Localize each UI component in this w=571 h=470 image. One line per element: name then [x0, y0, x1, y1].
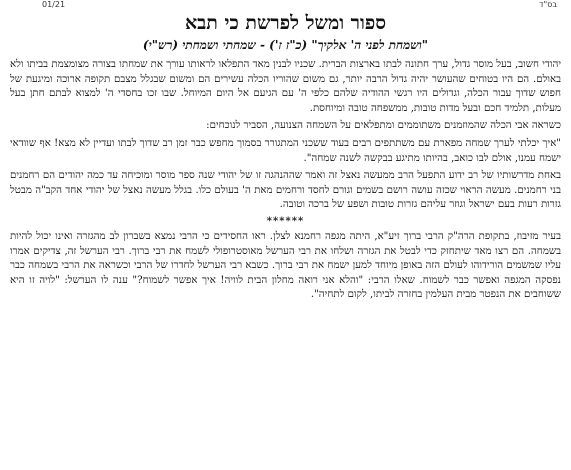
- paragraph-1: יהודי חשוב, בעל מוסר גדול, ערך חתונה לבתו בארצות הברית. שכניו לבנין מאד התפלאו לראותו עורך את שמחתו בצורה מצומצמת בביתו ולא באולם. הם היו בטוחים שהעושר יהיה גדול הרבה יותר, גם משום שהוריו הכלה עשירים הם ומשום שבגלל מצבם תקופה ארוכה ומיגעת של חפוש שדוך עבור הכלה, וגדולים היו רגשי ההודיה שלהם כלפי ה' עם הגיעם אל היום המיוחל. שבו זכו בחסדי ה' למצוא לבתם חתן בעל מעלות, תלמיד חכם ובעל מדות טובות, ממשפחה טובה ומיוחסת.: [10, 59, 561, 114]
- paragraph-4: באחת מדרשותיו של רב ידוע התפעל הרב ממעשה נאצל זה ואמר שההנהגה זו של יהודי שנה ספר מוסר ומוכיחה עד כמה יהודים הם רחמנים בני רחמנים. מעשה הראוי שכזה עושה רושם בשמים וגורם לחסד ורחמים מאת ה' בעולם כלו. בגלל מעשה נאצל של יהודי אחד הקב"ה מבטל גזרות רעות בעם ישראל וגוזר עליהם גזרות טובות ושפע של ברכה וטובה.: [10, 170, 561, 211]
- paragraph-5: בעיר מזיבוז, בתקופת הרה"ק הרבי ברוך זיע"א, היתה מגפה רחמנא לצלן. ראו החסידים כי הרבי נמצא בשברון לב מהגזרה ואינו יכול להיות בשמחה. הם רצו מאד שיתחזק כדי לבטל את הגזרה ושלחו את רבי הערשל מאוסטרופולי לשמח את רבי ברוך. רבי הערשל זה, צדיקים אמרו עליו שמשמים הורידוהו לעולם הזה באופן מיוחד למען ישמח את רבי ברוך. כשבא רבי הערשל לחדרו של הרבי וכשראה את הרבי בשמחה כבר נפסקה המגפה ואפשר כבר לשמוח. שאלו הרבי: "והלא אני רואה מחלון הבית לוויה! איך אפשר לשמוח?" ענה לו הערשל: "לויה זו היא ששוחבים את הנפטר מבית העלמין בחזרה לביתו, לקום לתחיה".: [10, 230, 561, 301]
- page-title: ספור ומשל לפרשת כי תבא: [184, 12, 387, 34]
- section-separator: ******: [266, 215, 305, 227]
- paragraph-3-quote: "איך יכלתי לערך שמחה מפארת עם משתתפים רבים בעוד ששכני המתגורר בסמוך מחפש כבר זמן רב שדוך לבתו ועדיין לא מצא! אף שוודאי ישמח עמנו, אולם לבו כואב, בהיותו מתיגע בבקשה לשנה שמחה".: [10, 137, 561, 164]
- paragraph-2: כשראה אבי הכלה שהמוזמנים משתוממים ומתפלאים על השמחה הצנועה, הסביר לנוכחים:: [206, 120, 561, 132]
- header-right-text: בס"ד: [539, 0, 557, 9]
- page-header-strip: [0, 0, 571, 10]
- article-body: [10, 58, 561, 306]
- header-left-text: 01/21: [42, 0, 66, 9]
- page-subtitle: "ושמחת לפני ה' אלקיך" (כ"ז ז') - שמחתי ושמחתי (רש"י): [142, 38, 429, 52]
